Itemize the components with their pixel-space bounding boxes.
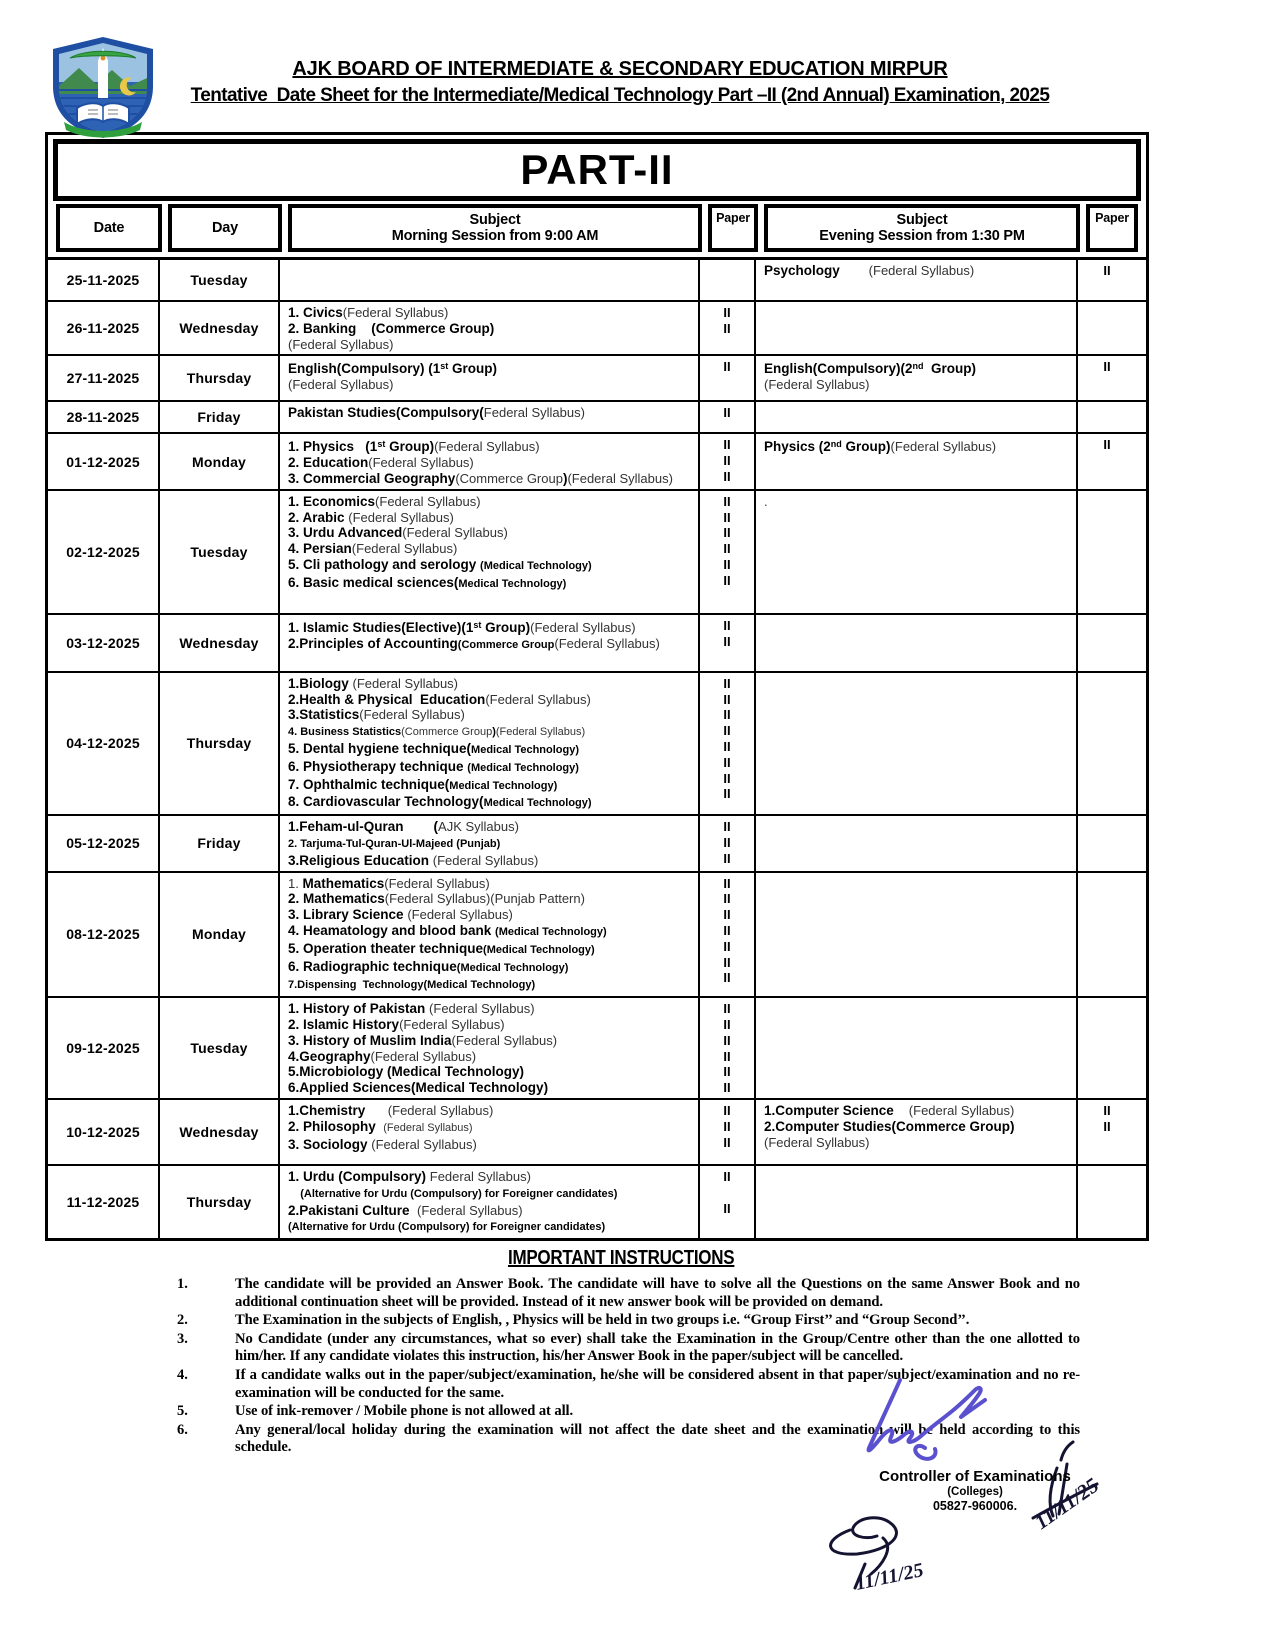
paper-mark: II	[723, 1064, 731, 1080]
subject-line: English(Compulsory) (1st Group)	[288, 361, 498, 377]
subject-line: 2. Banking (Commerce Group)	[288, 320, 495, 336]
instruction-item	[163, 1312, 1080, 1330]
subject-line: 1. Urdu (Compulsory) Federal Syllabus)	[288, 1168, 531, 1184]
morning-subject-cell	[280, 1100, 700, 1164]
subject-line: 1. Civics(Federal Syllabus)	[288, 305, 449, 320]
day-cell: Friday	[160, 402, 280, 432]
subject-line: 7. Ophthalmic technique(Medical Technology)	[288, 776, 558, 792]
subject-line: 5. Dental hygiene technique(Medical Technology)	[288, 740, 580, 756]
page-titles	[0, 58, 1240, 107]
table-row	[48, 1164, 1146, 1238]
paper-mark: II	[723, 875, 731, 891]
subject-line: (Federal Syllabus)	[764, 377, 870, 393]
paper-mark: II	[1103, 1118, 1111, 1134]
subject-line: 2. Tarjuma-Tul-Quran-Ul-Majeed (Punjab)	[288, 837, 501, 850]
day-cell: Thursday	[160, 1166, 280, 1238]
paper-mark	[1080, 375, 1134, 391]
subject-line: 3.Religious Education (Federal Syllabus)	[288, 852, 539, 868]
paper-mark: II	[723, 437, 731, 453]
subject-line: 4. Persian(Federal Syllabus)	[288, 541, 458, 557]
morning-session-label: Morning Session from 9:00 AM	[391, 228, 599, 244]
page-header	[0, 0, 1275, 132]
paper-mark: II	[723, 1200, 731, 1216]
paper-mark	[1080, 1135, 1134, 1151]
paper-mark: II	[723, 617, 731, 633]
colleges-label: (Colleges)	[947, 1486, 1003, 1498]
table-row	[48, 400, 1146, 432]
col-header-evening-subject	[764, 204, 1080, 252]
subject-line: 3. Library Science (Federal Syllabus)	[288, 907, 513, 923]
subject-line: 6. Basic medical sciences(Medical Technology)	[288, 574, 567, 590]
morning-paper-cell	[700, 260, 756, 300]
date-cell: 11-12-2025	[48, 1166, 160, 1238]
evening-subject-cell	[756, 356, 1078, 400]
evening-subject-cell	[756, 1100, 1078, 1164]
morning-paper-cell	[700, 1166, 756, 1238]
morning-subject-cell	[280, 816, 700, 870]
day-cell: Friday	[160, 816, 280, 870]
paper-mark: II	[723, 707, 731, 723]
table-row	[48, 489, 1146, 613]
instruction-text: The candidate will be provided an Answer Book. The candidate will have to solve all the Questions on the same Answer Book and no additional continuation sheet will be provided. Instead of it new answer book will be provided on demand.	[235, 1276, 1080, 1310]
day-cell: Monday	[160, 873, 280, 997]
instruction-number: 6.	[177, 1421, 188, 1438]
paper-mark: II	[1103, 437, 1111, 453]
evening-paper-cell	[1078, 873, 1136, 997]
subject-line: (Federal Syllabus)	[764, 1134, 870, 1150]
paper-mark: II	[723, 738, 731, 754]
subject-line: 5.Microbiology (Medical Technology)	[288, 1064, 525, 1080]
subject-line: English(Compulsory)(2nd Group)	[764, 361, 977, 377]
paper-mark: II	[1103, 263, 1111, 278]
morning-subject-cell	[280, 615, 700, 671]
paper-mark: II	[723, 691, 731, 707]
instruction-number: 5.	[177, 1403, 188, 1420]
paper-mark: II	[723, 1118, 731, 1134]
paper-mark: II	[723, 786, 731, 802]
evening-paper-cell	[1078, 260, 1136, 300]
evening-subject-cell	[756, 491, 1078, 613]
subject-line: 1. Islamic Studies(Elective)(1st Group)(Federal Syllabus)	[288, 619, 636, 635]
subject-line: 2. Philosophy (Federal Syllabus)	[288, 1118, 473, 1134]
date-cell: 09-12-2025	[48, 998, 160, 1098]
paper-mark: II	[1103, 1102, 1111, 1118]
paper-mark: II	[723, 572, 731, 588]
subject-line: 2. Education(Federal Syllabus)	[288, 455, 474, 471]
instruction-text: Any general/local holiday during the examination will not affect the date sheet and the examination will be held according to this schedule.	[235, 1421, 1080, 1456]
evening-subject-cell	[756, 1166, 1078, 1238]
morning-subject-cell	[280, 873, 700, 997]
instruction-number: 2.	[177, 1312, 188, 1329]
evening-subject-cell	[756, 816, 1078, 870]
paper-mark: II	[723, 1080, 731, 1096]
evening-paper-cell	[1078, 673, 1136, 814]
morning-paper-cell	[700, 491, 756, 613]
subject-line: 4. Business Statistics(Commerce Group)(Federal Syllabus)	[288, 726, 586, 739]
subject-line: 6.Applied Sciences(Medical Technology)	[288, 1080, 549, 1096]
evening-subject-cell	[756, 302, 1078, 354]
controller-title: Controller of Examinations	[879, 1468, 1071, 1485]
paper-mark: II	[723, 723, 731, 739]
table-row	[48, 300, 1146, 354]
instruction-item	[163, 1331, 1080, 1366]
paper-mark: II	[723, 405, 731, 421]
morning-subject-cell	[280, 402, 700, 432]
morning-subject-cell	[280, 1166, 700, 1238]
day-cell: Monday	[160, 434, 280, 488]
date-cell: 26-11-2025	[48, 302, 160, 354]
paper-mark: II	[723, 938, 731, 954]
day-cell: Tuesday	[160, 491, 280, 613]
paper-mark: II	[723, 891, 731, 907]
subject-line: 1. Economics(Federal Syllabus)	[288, 493, 481, 509]
day-cell: Wednesday	[160, 1100, 280, 1164]
date-cell: 10-12-2025	[48, 1100, 160, 1164]
subject-line: 3. Commercial Geography(Commerce Group)(Federal Syllabus)	[288, 470, 673, 486]
subject-line: 1.Computer Science (Federal Syllabus)	[764, 1102, 1015, 1118]
page-title: AJK BOARD OF INTERMEDIATE & SECONDARY EDUCATION MIRPUR	[292, 58, 948, 80]
evening-subject-label: Subject	[896, 212, 948, 228]
subject-line: 2.Computer Studies(Commerce Group)	[764, 1118, 1015, 1134]
instruction-text: Use of ink-remover / Mobile phone is not allowed at all.	[235, 1403, 574, 1420]
paper-mark: II	[723, 525, 731, 541]
signature-block	[805, 1372, 1145, 1622]
evening-paper-cell	[1078, 356, 1136, 400]
evening-paper-cell	[1078, 615, 1136, 671]
subject-line: 1. Physics (1st Group)(Federal Syllabus)	[288, 439, 540, 455]
paper-mark: II	[723, 770, 731, 786]
subject-line: .	[764, 493, 768, 509]
subject-line: 2. Arabic (Federal Syllabus)	[288, 509, 454, 525]
morning-subject-cell	[280, 260, 700, 300]
day-cell: Thursday	[160, 673, 280, 814]
evening-paper-cell	[1078, 1100, 1136, 1164]
table-row	[48, 671, 1146, 814]
col-header-paper-morning: Paper	[708, 204, 758, 252]
morning-paper-cell	[700, 302, 756, 354]
evening-paper-cell	[1078, 491, 1136, 613]
evening-paper-cell	[1078, 998, 1136, 1098]
morning-subject-label: Subject	[469, 212, 521, 228]
instruction-number: 1.	[177, 1276, 188, 1293]
paper-mark: II	[723, 453, 731, 469]
subject-line: 1.Biology (Federal Syllabus)	[288, 675, 459, 691]
subject-line: 3. Urdu Advanced(Federal Syllabus)	[288, 525, 508, 541]
subject-line: (Federal Syllabus)	[288, 377, 394, 393]
paper-mark: II	[723, 675, 731, 691]
subject-line: Psychology (Federal Syllabus)	[764, 263, 975, 278]
evening-session-label: Evening Session from 1:30 PM	[819, 228, 1025, 244]
paper-mark: II	[723, 320, 731, 336]
subject-line: 1. History of Pakistan (Federal Syllabus)	[288, 1001, 535, 1017]
paper-mark: II	[723, 1048, 731, 1064]
paper-mark: II	[723, 834, 731, 850]
morning-paper-cell	[700, 615, 756, 671]
evening-subject-cell	[756, 402, 1078, 432]
subject-line: (Alternative for Urdu (Compulsory) for Foreigner candidates)	[288, 1187, 618, 1200]
paper-mark: II	[723, 1032, 731, 1048]
morning-paper-cell	[700, 673, 756, 814]
date-cell: 27-11-2025	[48, 356, 160, 400]
table-row	[48, 871, 1146, 997]
day-cell: Wednesday	[160, 302, 280, 354]
morning-subject-cell	[280, 673, 700, 814]
paper-mark	[1080, 494, 1134, 510]
part-banner-row	[48, 135, 1146, 204]
paper-mark	[702, 1216, 752, 1232]
signature-date-left: 11/11/25	[853, 1559, 926, 1595]
datesheet-table	[45, 132, 1149, 1241]
evening-subject-cell	[756, 673, 1078, 814]
day-cell: Thursday	[160, 356, 280, 400]
paper-mark: II	[723, 954, 731, 970]
paper-mark: II	[723, 1016, 731, 1032]
morning-subject-cell	[280, 356, 700, 400]
paper-mark: II	[723, 633, 731, 649]
table-row	[48, 432, 1146, 488]
date-cell: 04-12-2025	[48, 673, 160, 814]
morning-paper-cell	[700, 434, 756, 488]
evening-paper-cell	[1078, 302, 1136, 354]
evening-subject-cell	[756, 615, 1078, 671]
evening-paper-cell	[1078, 402, 1136, 432]
phone-number: 05827-960006.	[932, 1499, 1018, 1513]
evening-paper-cell	[1078, 1166, 1136, 1238]
day-cell: Tuesday	[160, 998, 280, 1098]
subject-line: 2.Health & Physical Education(Federal Syllabus)	[288, 691, 591, 707]
table-header-row	[48, 204, 1146, 257]
subject-line: 4. Heamatology and blood bank (Medical Technology)	[288, 922, 607, 938]
subject-line: 2. Islamic History(Federal Syllabus)	[288, 1016, 505, 1032]
subject-line: 2.Principles of Accounting(Commerce Group(Federal Syllabus)	[288, 635, 660, 651]
morning-paper-cell	[700, 998, 756, 1098]
day-cell: Tuesday	[160, 260, 280, 300]
paper-mark: II	[723, 850, 731, 866]
col-header-date: Date	[56, 204, 162, 252]
morning-subject-cell	[280, 491, 700, 613]
morning-paper-cell	[700, 402, 756, 432]
paper-mark: II	[723, 970, 731, 986]
col-header-day: Day	[168, 204, 282, 252]
evening-subject-cell	[756, 260, 1078, 300]
table-row	[48, 1098, 1146, 1164]
page-subtitle: Tentative Date Sheet for the Intermediate/Medical Technology Part –II (2nd Annual) Examination, 2025	[190, 85, 1050, 106]
evening-subject-cell	[756, 873, 1078, 997]
paper-mark: II	[723, 1001, 731, 1017]
paper-mark: II	[723, 1168, 731, 1184]
signature-ink-blue	[868, 1380, 985, 1459]
subject-line: 3.Statistics(Federal Syllabus)	[288, 707, 465, 723]
morning-paper-cell	[700, 356, 756, 400]
date-cell: 08-12-2025	[48, 873, 160, 997]
evening-subject-cell	[756, 434, 1078, 488]
paper-mark: II	[723, 819, 731, 835]
paper-mark	[702, 375, 752, 391]
morning-paper-cell	[700, 873, 756, 997]
table-row	[48, 260, 1146, 300]
subject-line: 1.Chemistry (Federal Syllabus)	[288, 1102, 494, 1118]
paper-mark: II	[723, 359, 731, 375]
subject-line: 3. Sociology (Federal Syllabus)	[288, 1136, 477, 1152]
paper-mark: II	[723, 922, 731, 938]
instructions-title: IMPORTANT INSTRUCTIONS	[508, 1247, 735, 1270]
subject-line: 5. Cli pathology and serology (Medical Technology)	[288, 556, 592, 572]
paper-mark: II	[723, 541, 731, 557]
subject-line: 2.Pakistani Culture (Federal Syllabus)	[288, 1202, 523, 1218]
col-header-paper-evening: Paper	[1086, 204, 1138, 252]
subject-line: 1. Mathematics(Federal Syllabus)	[288, 875, 490, 891]
part-title: PART-II	[53, 139, 1141, 201]
subject-line: 8. Cardiovascular Technology(Medical Technology)	[288, 794, 592, 810]
paper-mark: II	[723, 305, 731, 320]
date-cell: 05-12-2025	[48, 816, 160, 870]
day-cell: Wednesday	[160, 615, 280, 671]
subject-line: Physics (2nd Group)(Federal Syllabus)	[764, 439, 997, 455]
subject-line: (Alternative for Urdu (Compulsory) for Foreigner candidates)	[288, 1221, 606, 1234]
date-cell: 02-12-2025	[48, 491, 160, 613]
paper-mark	[702, 337, 752, 353]
subject-line: 6. Physiotherapy technique (Medical Technology)	[288, 758, 579, 774]
paper-mark: II	[723, 493, 731, 509]
subject-line: 6. Radiographic technique(Medical Technology)	[288, 958, 569, 974]
paper-mark: II	[723, 754, 731, 770]
morning-subject-cell	[280, 434, 700, 488]
paper-mark: II	[1103, 359, 1111, 375]
morning-subject-cell	[280, 302, 700, 354]
subject-line: 4.Geography(Federal Syllabus)	[288, 1048, 477, 1064]
subject-line: Pakistan Studies(Compulsory(Federal Syllabus)	[288, 405, 585, 421]
subject-line: 3. History of Muslim India(Federal Syllabus)	[288, 1032, 558, 1048]
instruction-text: The Examination in the subjects of English, , Physics will be held in two groups i.e. “Group First’’ and “Group Second’’.	[235, 1312, 970, 1329]
evening-paper-cell	[1078, 816, 1136, 870]
date-cell: 01-12-2025	[48, 434, 160, 488]
subject-line: 5. Operation theater technique(Medical Technology)	[288, 940, 595, 956]
instruction-text: If a candidate walks out in the paper/subject/examination, he/she will be considered absent in that paper/subject/examination and no re-examination will be conducted for the same.	[235, 1367, 1080, 1401]
date-cell: 28-11-2025	[48, 402, 160, 432]
instruction-item	[163, 1276, 1080, 1311]
instruction-text: No Candidate (under any circumstances, what so ever) shall take the Examination in the Group/Centre other than the one allotted to him/her. If any candidate violates this instruction, his/her Answer Book in the paper/subject will be cancelled.	[235, 1330, 1080, 1365]
subject-line: 1.Feham-ul-Quran (AJK Syllabus)	[288, 819, 519, 835]
paper-mark: II	[723, 509, 731, 525]
subject-line: 7.Dispensing Technology(Medical Technology)	[288, 979, 536, 992]
table-row	[48, 354, 1146, 400]
paper-mark: II	[723, 468, 731, 484]
morning-paper-cell	[700, 816, 756, 870]
evening-paper-cell	[1078, 434, 1136, 488]
instruction-number: 4.	[177, 1367, 188, 1384]
table-body	[48, 257, 1146, 1238]
table-row	[48, 613, 1146, 671]
subject-line: 2. Mathematics(Federal Syllabus)(Punjab Pattern)	[288, 891, 585, 907]
col-header-morning-subject	[288, 204, 702, 252]
paper-mark: II	[723, 556, 731, 572]
morning-paper-cell	[700, 1100, 756, 1164]
evening-subject-cell	[756, 998, 1078, 1098]
paper-mark: II	[723, 1134, 731, 1150]
paper-mark: II	[723, 1102, 731, 1118]
signature-date-right: 11/11/25	[1030, 1472, 1104, 1535]
morning-subject-cell	[280, 998, 700, 1098]
instruction-number: 3.	[177, 1330, 188, 1347]
date-cell: 03-12-2025	[48, 615, 160, 671]
table-row	[48, 814, 1146, 870]
paper-mark	[702, 1185, 752, 1201]
date-cell: 25-11-2025	[48, 260, 160, 300]
paper-mark: II	[723, 907, 731, 923]
subject-line: (Federal Syllabus)	[288, 336, 394, 352]
table-row	[48, 996, 1146, 1098]
